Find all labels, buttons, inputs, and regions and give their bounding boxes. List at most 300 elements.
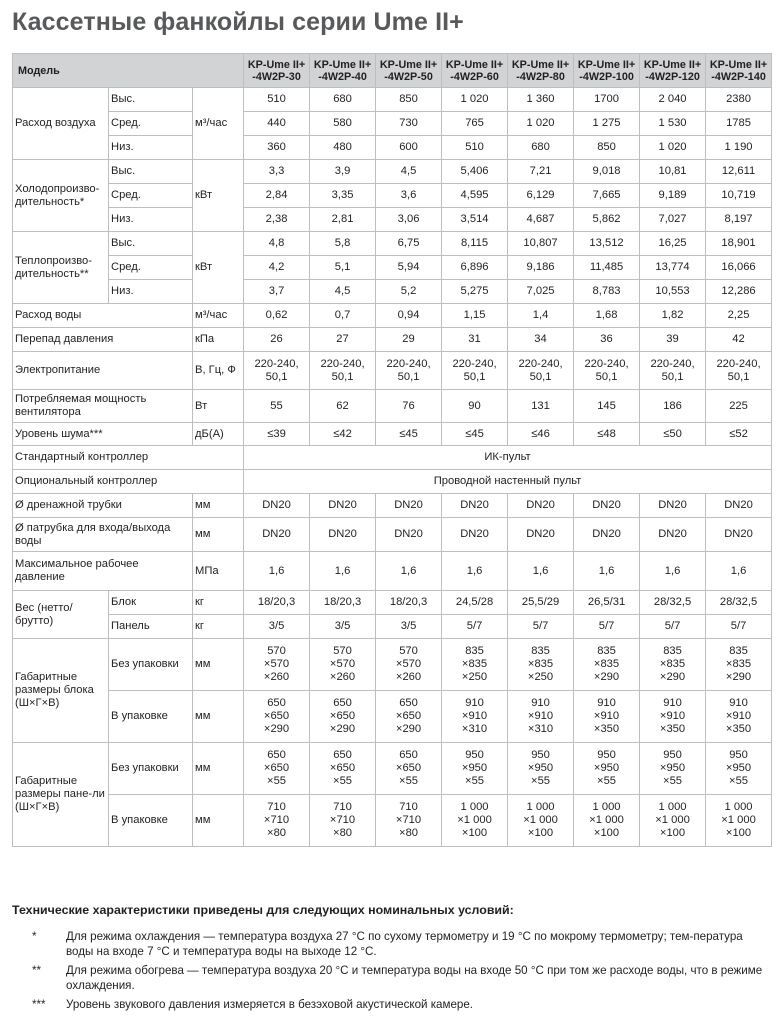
- param-label: Габаритные размеры блока (Ш×Г×В): [13, 639, 109, 743]
- param-label: Потребляемая мощность вентилятора: [13, 390, 193, 423]
- dimension-line: ×570: [263, 658, 290, 670]
- value-cell: 1 275: [574, 112, 640, 136]
- dimension-line: ×570: [395, 658, 422, 670]
- value-cell: 10,719: [706, 184, 772, 208]
- value-cell: 9,018: [574, 160, 640, 184]
- value-cell: 510: [244, 88, 310, 112]
- unit-cell: кг: [193, 591, 244, 615]
- param-label: Стандартный контроллер: [13, 446, 244, 470]
- table-row: [13, 470, 772, 494]
- model-column-header: KP-Ume II+ -4W2P-50: [376, 54, 442, 88]
- value-cell: 18,901: [706, 232, 772, 256]
- table-row: [13, 112, 772, 136]
- param-label: Максимальное рабочее давление: [13, 552, 193, 591]
- value-cell: 5/7: [442, 615, 508, 639]
- table-row: [13, 232, 772, 256]
- table-row: [13, 691, 772, 743]
- value-cell: 9,189: [640, 184, 706, 208]
- value-cell: 220-240, 50,1: [376, 352, 442, 390]
- value-cell: 13,512: [574, 232, 640, 256]
- value-cell: 850: [376, 88, 442, 112]
- param-label: Уровень шума***: [13, 423, 193, 446]
- table-row: [13, 208, 772, 232]
- value-cell: 7,21: [508, 160, 574, 184]
- dimension-line: 650: [333, 697, 352, 709]
- value-cell: 730: [376, 112, 442, 136]
- value-cell: 62: [310, 390, 376, 423]
- value-cell: 680: [310, 88, 376, 112]
- dimension-line: ×55: [333, 775, 353, 787]
- value-cell: [508, 691, 574, 743]
- value-cell: [706, 795, 772, 847]
- dimension-line: 1 000: [526, 801, 555, 813]
- dimension-line: ×290: [593, 671, 620, 683]
- value-cell: 3,6: [376, 184, 442, 208]
- value-cell: 16,066: [706, 256, 772, 280]
- value-cell: [574, 639, 640, 691]
- dimension-line: ×1 000: [589, 814, 624, 826]
- param-label: Ø дренажной трубки: [13, 494, 193, 518]
- unit-cell: м³/час: [193, 304, 244, 328]
- value-cell: 4,2: [244, 256, 310, 280]
- value-cell: [442, 639, 508, 691]
- footnote-text: Для режима охлаждения — температура воздуха 27 °C по сухому термометру и 19 °C по мокрому термометру; тем-пература воды на входе 7 °C и температура воды на выходе 12 °C.: [66, 930, 743, 958]
- value-cell: 1,6: [376, 552, 442, 591]
- dimension-line: ×910: [461, 710, 488, 722]
- unit-cell: кг: [193, 615, 244, 639]
- unit-cell: кВт: [193, 160, 244, 232]
- value-cell: [508, 743, 574, 795]
- dimension-line: ×1 000: [523, 814, 558, 826]
- value-cell: 600: [376, 136, 442, 160]
- value-cell: [574, 795, 640, 847]
- dimension-line: 910: [729, 697, 748, 709]
- value-cell: 55: [244, 390, 310, 423]
- dimension-line: ×290: [329, 723, 356, 735]
- value-cell: 12,611: [706, 160, 772, 184]
- value-cell: 220-240, 50,1: [310, 352, 376, 390]
- footnote: [12, 963, 772, 993]
- value-cell: 1,6: [508, 552, 574, 591]
- dimension-line: ×55: [465, 775, 485, 787]
- value-cell: 131: [508, 390, 574, 423]
- table-row: [13, 615, 772, 639]
- value-cell: 42: [706, 328, 772, 352]
- dimension-line: 835: [597, 645, 616, 657]
- value-cell: 6,75: [376, 232, 442, 256]
- dimension-line: 570: [333, 645, 352, 657]
- dimension-line: ×55: [663, 775, 683, 787]
- value-cell: 1785: [706, 112, 772, 136]
- dimension-line: ×950: [659, 762, 686, 774]
- value-cell: ≤39: [244, 423, 310, 446]
- value-cell: 5,862: [574, 208, 640, 232]
- param-label: Опциональный контроллер: [13, 470, 244, 494]
- value-cell: 5/7: [574, 615, 640, 639]
- value-cell: 765: [442, 112, 508, 136]
- value-cell: 3,9: [310, 160, 376, 184]
- dimension-line: ×570: [329, 658, 356, 670]
- sub-label: Выс.: [109, 160, 193, 184]
- dimension-line: 650: [399, 697, 418, 709]
- value-cell: 10,553: [640, 280, 706, 304]
- value-cell: 220-240, 50,1: [508, 352, 574, 390]
- dimension-line: ×950: [593, 762, 620, 774]
- value-cell: 3,35: [310, 184, 376, 208]
- spec-table: [12, 53, 772, 847]
- dimension-line: ×290: [395, 723, 422, 735]
- value-cell: 5/7: [640, 615, 706, 639]
- dimension-line: ×350: [659, 723, 686, 735]
- value-cell: 1 360: [508, 88, 574, 112]
- footnotes: [12, 903, 772, 1016]
- value-cell: 4,687: [508, 208, 574, 232]
- value-cell: 29: [376, 328, 442, 352]
- dimension-line: ×835: [725, 658, 752, 670]
- table-row: [13, 280, 772, 304]
- dimension-line: ×55: [597, 775, 617, 787]
- value-cell: 5,275: [442, 280, 508, 304]
- value-cell: [706, 639, 772, 691]
- table-row: [13, 256, 772, 280]
- value-cell: [640, 743, 706, 795]
- dimension-line: 835: [531, 645, 550, 657]
- model-column-header: KP-Ume II+ -4W2P-60: [442, 54, 508, 88]
- value-cell: 220-240, 50,1: [442, 352, 508, 390]
- sub-label: В упаковке: [109, 795, 193, 847]
- value-cell: 3/5: [376, 615, 442, 639]
- value-cell: 1,82: [640, 304, 706, 328]
- model-column-header: KP-Ume II+ -4W2P-120: [640, 54, 706, 88]
- value-cell: [442, 743, 508, 795]
- unit-cell: дБ(А): [193, 423, 244, 446]
- table-row: [13, 184, 772, 208]
- dimension-line: ×100: [593, 827, 620, 839]
- table-row: [13, 446, 772, 470]
- unit-cell: мм: [193, 743, 244, 795]
- value-cell: [640, 795, 706, 847]
- value-cell: 480: [310, 136, 376, 160]
- dimension-line: ×650: [263, 762, 290, 774]
- value-cell: 11,485: [574, 256, 640, 280]
- value-cell: 2380: [706, 88, 772, 112]
- dimension-line: 650: [333, 749, 352, 761]
- footnote-marker: *: [32, 930, 37, 943]
- dimension-line: 835: [465, 645, 484, 657]
- value-cell: [310, 795, 376, 847]
- value-cell: 2 040: [640, 88, 706, 112]
- value-cell: [574, 743, 640, 795]
- param-label: Теплопроизво-дительность**: [13, 232, 109, 304]
- dimension-line: 910: [597, 697, 616, 709]
- unit-cell: Вт: [193, 390, 244, 423]
- table-row: [13, 390, 772, 423]
- value-cell: 26,5/31: [574, 591, 640, 615]
- table-row: [13, 552, 772, 591]
- value-cell: 220-240, 50,1: [640, 352, 706, 390]
- dimension-line: ×710: [395, 814, 422, 826]
- value-cell: [310, 743, 376, 795]
- value-cell: 24,5/28: [442, 591, 508, 615]
- value-cell: 3,514: [442, 208, 508, 232]
- value-cell: 2,25: [706, 304, 772, 328]
- value-cell: 145: [574, 390, 640, 423]
- value-cell: 5,8: [310, 232, 376, 256]
- value-cell: 26: [244, 328, 310, 352]
- value-cell: 6,129: [508, 184, 574, 208]
- dimension-line: ×250: [461, 671, 488, 683]
- value-cell: 4,5: [310, 280, 376, 304]
- value-cell: DN20: [508, 494, 574, 518]
- value-cell: 28/32,5: [640, 591, 706, 615]
- value-cell: 36: [574, 328, 640, 352]
- dimension-line: ×710: [263, 814, 290, 826]
- value-cell: 28/32,5: [706, 591, 772, 615]
- dimension-line: 910: [465, 697, 484, 709]
- value-cell: 8,115: [442, 232, 508, 256]
- value-cell: 18/20,3: [376, 591, 442, 615]
- dimension-line: ×650: [329, 762, 356, 774]
- dimension-line: ×350: [593, 723, 620, 735]
- param-label: Вес (нетто/брутто): [13, 591, 109, 639]
- value-cell: DN20: [508, 518, 574, 552]
- value-cell: 2,84: [244, 184, 310, 208]
- value-cell: [442, 691, 508, 743]
- value-cell: [244, 691, 310, 743]
- value-cell: 0,62: [244, 304, 310, 328]
- dimension-line: ×950: [725, 762, 752, 774]
- dimension-line: ×1 000: [457, 814, 492, 826]
- sub-label: Панель: [109, 615, 193, 639]
- value-cell: DN20: [244, 494, 310, 518]
- table-row: [13, 795, 772, 847]
- value-cell: 225: [706, 390, 772, 423]
- table-header: [13, 54, 772, 88]
- table-row: [13, 423, 772, 446]
- unit-cell: кВт: [193, 232, 244, 304]
- value-cell: 3,7: [244, 280, 310, 304]
- value-cell: 8,783: [574, 280, 640, 304]
- dimension-line: 910: [663, 697, 682, 709]
- value-cell: [706, 691, 772, 743]
- dimension-line: ×835: [593, 658, 620, 670]
- value-cell: 3,3: [244, 160, 310, 184]
- sub-label: Сред.: [109, 112, 193, 136]
- dimension-line: 950: [465, 749, 484, 761]
- dimension-line: ×1 000: [655, 814, 690, 826]
- value-cell: 8,197: [706, 208, 772, 232]
- value-cell: 7,665: [574, 184, 640, 208]
- footnote-text: Уровень звукового давления измеряется в безэховой акустической камере.: [66, 998, 474, 1011]
- value-cell: 1700: [574, 88, 640, 112]
- value-cell: [508, 795, 574, 847]
- dimension-line: ×950: [527, 762, 554, 774]
- value-cell: 4,5: [376, 160, 442, 184]
- sub-label: Блок: [109, 591, 193, 615]
- value-cell: 360: [244, 136, 310, 160]
- value-cell: 1,6: [310, 552, 376, 591]
- sub-label: В упаковке: [109, 691, 193, 743]
- dimension-line: 950: [597, 749, 616, 761]
- unit-cell: мм: [193, 518, 244, 552]
- param-label: Расход воздуха: [13, 88, 109, 160]
- dimension-line: ×260: [395, 671, 422, 683]
- value-cell: [706, 743, 772, 795]
- value-cell: 1 020: [442, 88, 508, 112]
- footnotes-heading: Технические характеристики приведены для следующих номинальных условий:: [12, 903, 514, 917]
- value-cell: 186: [640, 390, 706, 423]
- sub-label: Низ.: [109, 208, 193, 232]
- value-cell: 16,25: [640, 232, 706, 256]
- unit-cell: кПа: [193, 328, 244, 352]
- value-cell: 5,94: [376, 256, 442, 280]
- model-column-header: KP-Ume II+ -4W2P-140: [706, 54, 772, 88]
- dimension-line: ×710: [329, 814, 356, 826]
- dimension-line: ×80: [267, 827, 287, 839]
- dimension-line: ×100: [461, 827, 488, 839]
- value-cell: [376, 743, 442, 795]
- dimension-line: 910: [531, 697, 550, 709]
- value-cell: ≤48: [574, 423, 640, 446]
- value-cell: DN20: [244, 518, 310, 552]
- value-cell: [244, 795, 310, 847]
- value-cell: 5/7: [508, 615, 574, 639]
- dimension-line: 1 000: [592, 801, 621, 813]
- value-cell: 39: [640, 328, 706, 352]
- value-cell: [508, 639, 574, 691]
- dimension-line: 710: [333, 801, 352, 813]
- dimension-line: 570: [267, 645, 286, 657]
- page-title: Кассетные фанкойлы серии Ume II+: [12, 8, 464, 36]
- value-cell: DN20: [706, 494, 772, 518]
- dimension-line: ×100: [659, 827, 686, 839]
- value-cell: 6,896: [442, 256, 508, 280]
- dimension-line: ×650: [263, 710, 290, 722]
- dimension-line: ×350: [725, 723, 752, 735]
- value-cell: [376, 795, 442, 847]
- dimension-line: 835: [663, 645, 682, 657]
- value-cell: 90: [442, 390, 508, 423]
- value-cell: [310, 691, 376, 743]
- unit-cell: мм: [193, 691, 244, 743]
- value-cell: 2,81: [310, 208, 376, 232]
- value-cell: 1,6: [574, 552, 640, 591]
- value-cell: ≤50: [640, 423, 706, 446]
- value-cell: 1,68: [574, 304, 640, 328]
- dimension-line: ×55: [267, 775, 287, 787]
- dimension-line: ×835: [461, 658, 488, 670]
- dimension-line: 1 000: [658, 801, 687, 813]
- value-cell: 1,6: [706, 552, 772, 591]
- unit-cell: В, Гц, Ф: [193, 352, 244, 390]
- dimension-line: ×80: [399, 827, 419, 839]
- dimension-line: ×650: [395, 762, 422, 774]
- table-row: [13, 304, 772, 328]
- value-cell: 18/20,3: [310, 591, 376, 615]
- dimension-line: ×80: [333, 827, 353, 839]
- value-cell: 10,81: [640, 160, 706, 184]
- value-cell: [574, 691, 640, 743]
- value-cell: 0,94: [376, 304, 442, 328]
- value-cell: 440: [244, 112, 310, 136]
- value-cell: 1 020: [508, 112, 574, 136]
- value-cell: [376, 639, 442, 691]
- value-cell: 5/7: [706, 615, 772, 639]
- dimension-line: ×55: [729, 775, 749, 787]
- value-cell: 580: [310, 112, 376, 136]
- value-cell: [376, 691, 442, 743]
- value-cell: 76: [376, 390, 442, 423]
- value-cell: DN20: [376, 518, 442, 552]
- value-cell: 18/20,3: [244, 591, 310, 615]
- model-column-header: KP-Ume II+ -4W2P-100: [574, 54, 640, 88]
- value-cell: 3/5: [310, 615, 376, 639]
- model-column-header: KP-Ume II+ -4W2P-40: [310, 54, 376, 88]
- dimension-line: 950: [729, 749, 748, 761]
- param-label: Перепад давления: [13, 328, 193, 352]
- value-cell: DN20: [376, 494, 442, 518]
- value-cell: DN20: [442, 494, 508, 518]
- dimension-line: ×55: [531, 775, 551, 787]
- footnote: [12, 997, 772, 1012]
- value-cell: DN20: [310, 518, 376, 552]
- value-cell: Проводной настенный пульт: [244, 470, 772, 494]
- value-cell: DN20: [574, 518, 640, 552]
- value-cell: ≤46: [508, 423, 574, 446]
- dimension-line: 1 000: [724, 801, 753, 813]
- table-body: [13, 88, 772, 847]
- dimension-line: ×310: [527, 723, 554, 735]
- dimension-line: 650: [399, 749, 418, 761]
- footnote-text: Для режима обогрева — температура воздуха 20 °C и температура воды на входе 50 °C при том же расходе воды, что в режиме охлаждения.: [66, 964, 763, 992]
- value-cell: DN20: [640, 518, 706, 552]
- value-cell: 1 530: [640, 112, 706, 136]
- value-cell: ≤52: [706, 423, 772, 446]
- value-cell: 0,7: [310, 304, 376, 328]
- value-cell: 850: [574, 136, 640, 160]
- dimension-line: ×260: [263, 671, 290, 683]
- value-cell: 3,06: [376, 208, 442, 232]
- value-cell: [310, 639, 376, 691]
- value-cell: 3/5: [244, 615, 310, 639]
- dimension-line: 835: [729, 645, 748, 657]
- dimension-line: ×910: [527, 710, 554, 722]
- dimension-line: 710: [399, 801, 418, 813]
- table-row: [13, 352, 772, 390]
- value-cell: 34: [508, 328, 574, 352]
- dimension-line: ×55: [399, 775, 419, 787]
- dimension-line: ×835: [527, 658, 554, 670]
- value-cell: ≤45: [442, 423, 508, 446]
- value-cell: 25,5/29: [508, 591, 574, 615]
- footnote-marker: ***: [32, 998, 46, 1011]
- value-cell: 4,595: [442, 184, 508, 208]
- value-cell: 7,027: [640, 208, 706, 232]
- table-row: [13, 518, 772, 552]
- value-cell: [442, 795, 508, 847]
- value-cell: [640, 639, 706, 691]
- param-label: Электропитание: [13, 352, 193, 390]
- unit-cell: мм: [193, 639, 244, 691]
- sub-label: Сред.: [109, 256, 193, 280]
- dimension-line: ×310: [461, 723, 488, 735]
- sub-label: Без упаковки: [109, 639, 193, 691]
- table-row: [13, 591, 772, 615]
- value-cell: [244, 743, 310, 795]
- value-cell: DN20: [706, 518, 772, 552]
- param-label: Ø патрубка для входа/выхода воды: [13, 518, 193, 552]
- dimension-line: ×250: [527, 671, 554, 683]
